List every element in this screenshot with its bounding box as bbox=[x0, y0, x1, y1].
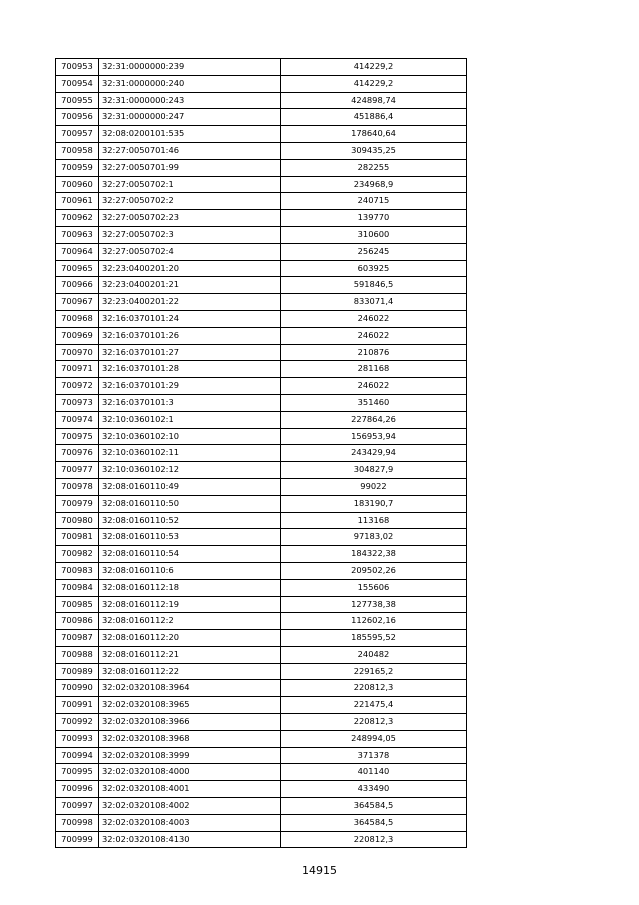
table-row bbox=[56, 462, 467, 479]
table-row bbox=[56, 831, 467, 848]
row-number-cell: 700971 bbox=[56, 361, 99, 378]
cadastral-value-cell: 304827,9 bbox=[281, 462, 467, 479]
cadastral-number-cell: 32:02:0320108:4001 bbox=[99, 781, 281, 798]
cadastral-value-cell: 451886,4 bbox=[281, 109, 467, 126]
table-row bbox=[56, 680, 467, 697]
cadastral-value-cell: 371378 bbox=[281, 747, 467, 764]
cadastral-value-cell: 156953,94 bbox=[281, 428, 467, 445]
row-number-cell: 700975 bbox=[56, 428, 99, 445]
cadastral-value-cell: 220812,3 bbox=[281, 680, 467, 697]
table-row bbox=[56, 646, 467, 663]
row-number-cell: 700979 bbox=[56, 495, 99, 512]
row-number-cell: 700981 bbox=[56, 529, 99, 546]
row-number-cell: 700959 bbox=[56, 159, 99, 176]
cadastral-number-cell: 32:27:0050702:3 bbox=[99, 226, 281, 243]
row-number-cell: 700962 bbox=[56, 210, 99, 227]
cadastral-value-cell: 185595,52 bbox=[281, 630, 467, 647]
table-row bbox=[56, 75, 467, 92]
row-number-cell: 700990 bbox=[56, 680, 99, 697]
table-row bbox=[56, 277, 467, 294]
cadastral-value-cell: 401140 bbox=[281, 764, 467, 781]
row-number-cell: 700977 bbox=[56, 462, 99, 479]
row-number-cell: 700976 bbox=[56, 445, 99, 462]
row-number-cell: 700998 bbox=[56, 814, 99, 831]
table-row bbox=[56, 260, 467, 277]
cadastral-number-cell: 32:27:0050701:99 bbox=[99, 159, 281, 176]
table-row bbox=[56, 697, 467, 714]
table-row bbox=[56, 512, 467, 529]
row-number-cell: 700992 bbox=[56, 714, 99, 731]
table-row bbox=[56, 428, 467, 445]
cadastral-value-cell: 281168 bbox=[281, 361, 467, 378]
cadastral-value-cell: 256245 bbox=[281, 243, 467, 260]
cadastral-number-cell: 32:31:0000000:243 bbox=[99, 92, 281, 109]
cadastral-value-cell: 414229,2 bbox=[281, 75, 467, 92]
table-row bbox=[56, 294, 467, 311]
cadastral-number-cell: 32:02:0320108:4130 bbox=[99, 831, 281, 848]
table-row bbox=[56, 562, 467, 579]
cadastral-number-cell: 32:16:0370101:26 bbox=[99, 327, 281, 344]
cadastral-value-cell: 227864,26 bbox=[281, 411, 467, 428]
row-number-cell: 700956 bbox=[56, 109, 99, 126]
cadastral-value-cell: 112602,16 bbox=[281, 613, 467, 630]
cadastral-number-cell: 32:02:0320108:3999 bbox=[99, 747, 281, 764]
table-row bbox=[56, 579, 467, 596]
row-number-cell: 700984 bbox=[56, 579, 99, 596]
table-row bbox=[56, 781, 467, 798]
cadastral-value-cell: 210876 bbox=[281, 344, 467, 361]
cadastral-value-cell: 220812,3 bbox=[281, 714, 467, 731]
cadastral-number-cell: 32:02:0320108:3968 bbox=[99, 730, 281, 747]
cadastral-value-cell: 364584,5 bbox=[281, 814, 467, 831]
cadastral-number-cell: 32:23:0400201:21 bbox=[99, 277, 281, 294]
row-number-cell: 700986 bbox=[56, 613, 99, 630]
table-row bbox=[56, 394, 467, 411]
cadastral-value-cell: 246022 bbox=[281, 327, 467, 344]
cadastral-value-cell: 221475,4 bbox=[281, 697, 467, 714]
cadastral-value-cell: 833071,4 bbox=[281, 294, 467, 311]
cadastral-value-cell: 433490 bbox=[281, 781, 467, 798]
table-row bbox=[56, 142, 467, 159]
table-row bbox=[56, 445, 467, 462]
cadastral-number-cell: 32:02:0320108:4002 bbox=[99, 798, 281, 815]
table-row bbox=[56, 495, 467, 512]
row-number-cell: 700980 bbox=[56, 512, 99, 529]
cadastral-number-cell: 32:08:0160112:21 bbox=[99, 646, 281, 663]
cadastral-number-cell: 32:08:0160110:52 bbox=[99, 512, 281, 529]
table-row bbox=[56, 193, 467, 210]
cadastral-number-cell: 32:08:0200101:535 bbox=[99, 126, 281, 143]
cadastral-value-cell: 139770 bbox=[281, 210, 467, 227]
row-number-cell: 700989 bbox=[56, 663, 99, 680]
cadastral-value-cell: 351460 bbox=[281, 394, 467, 411]
cadastral-value-cell: 309435,25 bbox=[281, 142, 467, 159]
cadastral-number-cell: 32:27:0050701:46 bbox=[99, 142, 281, 159]
table-row bbox=[56, 92, 467, 109]
row-number-cell: 700983 bbox=[56, 562, 99, 579]
cadastral-value-cell: 603925 bbox=[281, 260, 467, 277]
row-number-cell: 700991 bbox=[56, 697, 99, 714]
row-number-cell: 700999 bbox=[56, 831, 99, 848]
row-number-cell: 700964 bbox=[56, 243, 99, 260]
cadastral-value-cell: 240715 bbox=[281, 193, 467, 210]
table-row bbox=[56, 176, 467, 193]
table-row bbox=[56, 378, 467, 395]
cadastral-number-cell: 32:23:0400201:20 bbox=[99, 260, 281, 277]
row-number-cell: 700985 bbox=[56, 596, 99, 613]
cadastral-value-cell: 243429,94 bbox=[281, 445, 467, 462]
row-number-cell: 700969 bbox=[56, 327, 99, 344]
row-number-cell: 700970 bbox=[56, 344, 99, 361]
table-row bbox=[56, 613, 467, 630]
table-row bbox=[56, 630, 467, 647]
row-number-cell: 700957 bbox=[56, 126, 99, 143]
cadastral-number-cell: 32:31:0000000:239 bbox=[99, 59, 281, 76]
table-row bbox=[56, 747, 467, 764]
cadastral-value-cell: 248994,05 bbox=[281, 730, 467, 747]
cadastral-number-cell: 32:02:0320108:3964 bbox=[99, 680, 281, 697]
cadastral-value-cell: 99022 bbox=[281, 478, 467, 495]
cadastral-value-cell: 246022 bbox=[281, 378, 467, 395]
table-row bbox=[56, 714, 467, 731]
cadastral-value-cell: 310600 bbox=[281, 226, 467, 243]
cadastral-value-cell: 424898,74 bbox=[281, 92, 467, 109]
row-number-cell: 700968 bbox=[56, 310, 99, 327]
cadastral-number-cell: 32:16:0370101:24 bbox=[99, 310, 281, 327]
cadastral-value-cell: 155606 bbox=[281, 579, 467, 596]
cadastral-value-cell: 414229,2 bbox=[281, 59, 467, 76]
row-number-cell: 700961 bbox=[56, 193, 99, 210]
cadastral-number-cell: 32:27:0050702:2 bbox=[99, 193, 281, 210]
table-body bbox=[56, 59, 467, 848]
table-row bbox=[56, 109, 467, 126]
row-number-cell: 700966 bbox=[56, 277, 99, 294]
table-row bbox=[56, 210, 467, 227]
cadastral-number-cell: 32:31:0000000:247 bbox=[99, 109, 281, 126]
table-row bbox=[56, 478, 467, 495]
cadastral-number-cell: 32:27:0050702:23 bbox=[99, 210, 281, 227]
cadastral-number-cell: 32:10:0360102:11 bbox=[99, 445, 281, 462]
table-row bbox=[56, 529, 467, 546]
cadastral-value-table bbox=[55, 58, 467, 848]
row-number-cell: 700978 bbox=[56, 478, 99, 495]
cadastral-value-cell: 183190,7 bbox=[281, 495, 467, 512]
table-row bbox=[56, 596, 467, 613]
row-number-cell: 700974 bbox=[56, 411, 99, 428]
table-row bbox=[56, 226, 467, 243]
cadastral-value-cell: 178640,64 bbox=[281, 126, 467, 143]
row-number-cell: 700967 bbox=[56, 294, 99, 311]
cadastral-number-cell: 32:08:0160112:22 bbox=[99, 663, 281, 680]
cadastral-number-cell: 32:02:0320108:4000 bbox=[99, 764, 281, 781]
cadastral-number-cell: 32:08:0160112:20 bbox=[99, 630, 281, 647]
table-row bbox=[56, 310, 467, 327]
row-number-cell: 700995 bbox=[56, 764, 99, 781]
cadastral-value-cell: 184322,38 bbox=[281, 546, 467, 563]
row-number-cell: 700987 bbox=[56, 630, 99, 647]
row-number-cell: 700988 bbox=[56, 646, 99, 663]
table-row bbox=[56, 663, 467, 680]
row-number-cell: 700982 bbox=[56, 546, 99, 563]
cadastral-number-cell: 32:23:0400201:22 bbox=[99, 294, 281, 311]
row-number-cell: 700958 bbox=[56, 142, 99, 159]
cadastral-value-cell: 591846,5 bbox=[281, 277, 467, 294]
cadastral-value-cell: 127738,38 bbox=[281, 596, 467, 613]
cadastral-value-cell: 209502,26 bbox=[281, 562, 467, 579]
row-number-cell: 700997 bbox=[56, 798, 99, 815]
cadastral-number-cell: 32:10:0360102:12 bbox=[99, 462, 281, 479]
cadastral-value-cell: 229165,2 bbox=[281, 663, 467, 680]
cadastral-number-cell: 32:10:0360102:1 bbox=[99, 411, 281, 428]
table-row bbox=[56, 59, 467, 76]
page-number: 14915 bbox=[302, 864, 337, 877]
cadastral-value-cell: 113168 bbox=[281, 512, 467, 529]
row-number-cell: 700972 bbox=[56, 378, 99, 395]
cadastral-value-cell: 364584,5 bbox=[281, 798, 467, 815]
table-row bbox=[56, 764, 467, 781]
table-row bbox=[56, 730, 467, 747]
cadastral-number-cell: 32:10:0360102:10 bbox=[99, 428, 281, 445]
table-row bbox=[56, 159, 467, 176]
row-number-cell: 700963 bbox=[56, 226, 99, 243]
cadastral-number-cell: 32:08:0160112:2 bbox=[99, 613, 281, 630]
cadastral-value-cell: 220812,3 bbox=[281, 831, 467, 848]
cadastral-number-cell: 32:08:0160112:18 bbox=[99, 579, 281, 596]
table-row bbox=[56, 411, 467, 428]
cadastral-number-cell: 32:16:0370101:29 bbox=[99, 378, 281, 395]
cadastral-value-table-container bbox=[55, 58, 466, 848]
cadastral-value-cell: 282255 bbox=[281, 159, 467, 176]
cadastral-number-cell: 32:27:0050702:1 bbox=[99, 176, 281, 193]
row-number-cell: 700960 bbox=[56, 176, 99, 193]
row-number-cell: 700965 bbox=[56, 260, 99, 277]
row-number-cell: 700973 bbox=[56, 394, 99, 411]
row-number-cell: 700954 bbox=[56, 75, 99, 92]
cadastral-value-cell: 234968,9 bbox=[281, 176, 467, 193]
cadastral-number-cell: 32:02:0320108:3966 bbox=[99, 714, 281, 731]
table-row bbox=[56, 361, 467, 378]
row-number-cell: 700993 bbox=[56, 730, 99, 747]
table-row bbox=[56, 344, 467, 361]
cadastral-number-cell: 32:16:0370101:28 bbox=[99, 361, 281, 378]
table-row bbox=[56, 126, 467, 143]
row-number-cell: 700996 bbox=[56, 781, 99, 798]
table-row bbox=[56, 798, 467, 815]
table-row bbox=[56, 243, 467, 260]
cadastral-number-cell: 32:31:0000000:240 bbox=[99, 75, 281, 92]
cadastral-number-cell: 32:08:0160110:50 bbox=[99, 495, 281, 512]
table-row bbox=[56, 814, 467, 831]
cadastral-value-cell: 246022 bbox=[281, 310, 467, 327]
cadastral-number-cell: 32:08:0160110:53 bbox=[99, 529, 281, 546]
cadastral-number-cell: 32:08:0160110:6 bbox=[99, 562, 281, 579]
cadastral-number-cell: 32:02:0320108:3965 bbox=[99, 697, 281, 714]
cadastral-value-cell: 240482 bbox=[281, 646, 467, 663]
cadastral-number-cell: 32:16:0370101:3 bbox=[99, 394, 281, 411]
row-number-cell: 700994 bbox=[56, 747, 99, 764]
cadastral-number-cell: 32:08:0160112:19 bbox=[99, 596, 281, 613]
cadastral-number-cell: 32:02:0320108:4003 bbox=[99, 814, 281, 831]
cadastral-number-cell: 32:16:0370101:27 bbox=[99, 344, 281, 361]
cadastral-value-cell: 97183,02 bbox=[281, 529, 467, 546]
table-row bbox=[56, 327, 467, 344]
cadastral-number-cell: 32:08:0160110:49 bbox=[99, 478, 281, 495]
table-row bbox=[56, 546, 467, 563]
cadastral-number-cell: 32:27:0050702:4 bbox=[99, 243, 281, 260]
row-number-cell: 700953 bbox=[56, 59, 99, 76]
row-number-cell: 700955 bbox=[56, 92, 99, 109]
cadastral-number-cell: 32:08:0160110:54 bbox=[99, 546, 281, 563]
